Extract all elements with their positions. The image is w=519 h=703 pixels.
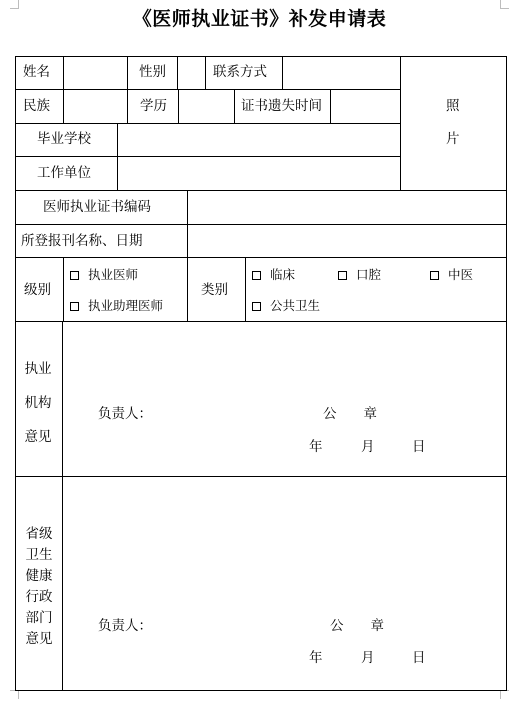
table-rule [178,89,179,123]
label-education: 学历 [140,98,167,114]
label-employer: 工作单位 [37,165,91,181]
table-rule [15,321,507,322]
label-lost-time: 证书遗失时间 [241,98,322,114]
table-rule [15,190,507,191]
option-tcm[interactable] [430,267,473,283]
table-rule [15,123,401,124]
checkbox-icon[interactable] [70,271,79,280]
provincial-date-year: 年 [309,650,323,666]
label-photo-top: 照 [446,98,460,114]
table-rule [15,690,507,691]
table-rule [15,476,507,477]
option-label: 执业医师 [88,267,139,282]
table-rule [400,56,401,190]
institution-responsible-label: 负责人： [98,406,152,422]
table-rule [187,190,188,257]
label-ethnicity: 民族 [23,98,50,114]
institution-date-month: 月 [361,439,375,455]
table-rule [15,56,16,691]
checkbox-icon[interactable] [70,302,79,311]
provincial-date-day: 日 [412,650,426,666]
label-institution-opinion: 执业机构意见 [24,361,52,445]
table-rule [234,89,235,123]
checkbox-icon[interactable] [252,271,261,280]
institution-date-year: 年 [309,439,323,455]
option-label: 临床 [270,267,296,282]
option-dental[interactable] [338,267,381,283]
table-rule [15,224,507,225]
label-level: 级别 [24,282,51,298]
institution-date-day: 日 [412,439,426,455]
option-label: 公共卫生 [270,298,321,313]
option-label: 中医 [448,267,474,282]
provincial-responsible-label: 负责人： [98,618,152,634]
provincial-seal-label: 公 章 [330,618,384,634]
option-label: 口腔 [356,267,382,282]
table-rule [62,321,63,690]
label-category: 类别 [201,282,228,298]
table-rule [15,56,507,57]
option-clinical[interactable] [252,267,295,283]
form-title: 《医师执业证书》补发申请表 [132,8,387,30]
table-rule [15,156,401,157]
label-school: 毕业学校 [37,131,91,147]
label-cert-number: 医师执业证书编码 [43,199,151,215]
table-rule [506,56,507,691]
checkbox-icon[interactable] [252,302,261,311]
table-rule [15,89,401,90]
table-rule [177,56,178,89]
institution-seal-label: 公 章 [323,406,377,422]
table-rule [245,257,246,321]
option-practicing-physician[interactable] [70,267,138,283]
table-rule [117,123,118,190]
label-publication: 所登报刊名称、日期 [21,233,143,249]
option-assistant-physician[interactable] [70,298,163,314]
table-rule [330,89,331,123]
checkbox-icon[interactable] [430,271,439,280]
table-rule [127,56,128,123]
table-rule [282,56,283,89]
label-gender: 性别 [139,64,166,80]
label-provincial-opinion: 省级卫生健康行政部门意见 [25,526,53,647]
table-rule [63,257,64,321]
label-name: 姓名 [23,64,50,80]
table-rule [15,257,507,258]
checkbox-icon[interactable] [338,271,347,280]
table-rule [63,56,64,123]
label-contact: 联系方式 [213,64,267,80]
option-public-health[interactable] [252,298,320,314]
table-rule [205,56,206,89]
provincial-date-month: 月 [361,650,375,666]
label-photo-bottom: 片 [446,131,460,147]
option-label: 执业助理医师 [88,298,164,313]
table-rule [187,257,188,321]
